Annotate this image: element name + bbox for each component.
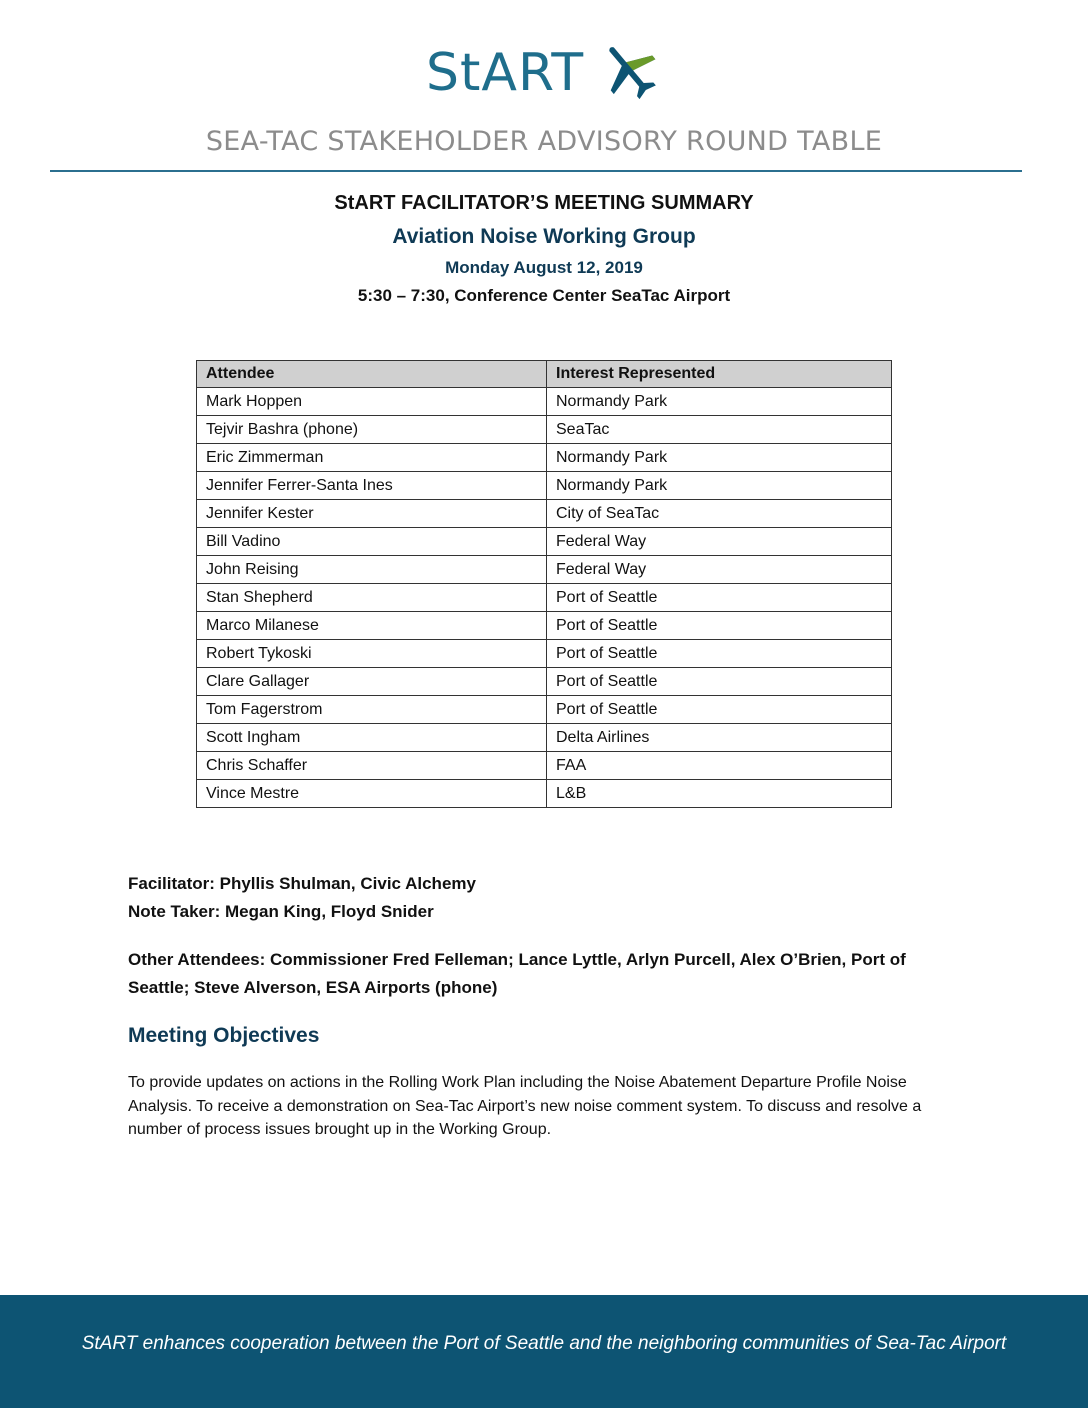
table-row	[197, 444, 892, 472]
column-header-interest: Interest Represented	[547, 361, 892, 388]
table-row	[197, 612, 892, 640]
header-divider	[50, 170, 1022, 172]
attendee-cell: Stan Shepherd	[197, 584, 547, 612]
attendee-cell: Robert Tykoski	[197, 640, 547, 668]
attendee-cell: Scott Ingham	[197, 724, 547, 752]
table-row	[197, 696, 892, 724]
attendee-table	[196, 360, 892, 808]
attendee-cell: Eric Zimmerman	[197, 444, 547, 472]
interest-cell: Port of Seattle	[547, 668, 892, 696]
attendee-cell: Chris Schaffer	[197, 752, 547, 780]
airplane-icon	[598, 39, 660, 101]
attendee-cell: Tom Fagerstrom	[197, 696, 547, 724]
footer-banner	[0, 1295, 1088, 1408]
interest-cell: Federal Way	[547, 528, 892, 556]
table-row	[197, 584, 892, 612]
table-row	[197, 416, 892, 444]
note-taker-line: Note Taker: Megan King, Floyd Snider	[128, 902, 434, 921]
attendee-cell: Marco Milanese	[197, 612, 547, 640]
summary-title: StART FACILITATOR’S MEETING SUMMARY	[334, 192, 754, 214]
table-row	[197, 528, 892, 556]
interest-cell: Normandy Park	[547, 388, 892, 416]
table-row	[197, 752, 892, 780]
attendee-cell: John Reising	[197, 556, 547, 584]
meeting-date: Monday August 12, 2019	[445, 258, 643, 277]
table-row	[197, 780, 892, 808]
facilitator-line: Facilitator: Phyllis Shulman, Civic Alchemy	[128, 874, 476, 893]
interest-cell: L&B	[547, 780, 892, 808]
start-logo	[426, 38, 660, 108]
table-row	[197, 472, 892, 500]
table-row	[197, 724, 892, 752]
table-row	[197, 556, 892, 584]
objectives-heading: Meeting Objectives	[128, 1024, 320, 1047]
interest-cell: Federal Way	[547, 556, 892, 584]
attendee-cell: Clare Gallager	[197, 668, 547, 696]
interest-cell: Port of Seattle	[547, 640, 892, 668]
meeting-time-location: 5:30 – 7:30, Conference Center SeaTac Airport	[357, 286, 731, 305]
staff-block	[128, 870, 476, 926]
interest-cell: Normandy Park	[547, 472, 892, 500]
interest-cell: FAA	[547, 752, 892, 780]
interest-cell: Normandy Park	[547, 444, 892, 472]
attendee-cell: Mark Hoppen	[197, 388, 547, 416]
interest-cell: Port of Seattle	[547, 584, 892, 612]
footer-tagline: StART enhances cooperation between the Port of Seattle and the neighboring communities of Sea-Tac Airport	[81, 1333, 1007, 1354]
org-title: SEA-TAC STAKEHOLDER ADVISORY ROUND TABLE	[205, 126, 883, 157]
table-row	[197, 640, 892, 668]
interest-cell: SeaTac	[547, 416, 892, 444]
attendee-cell: Jennifer Kester	[197, 500, 547, 528]
table-row	[197, 668, 892, 696]
table-row	[197, 388, 892, 416]
attendee-cell: Jennifer Ferrer-Santa Ines	[197, 472, 547, 500]
interest-cell: City of SeaTac	[547, 500, 892, 528]
attendee-cell: Vince Mestre	[197, 780, 547, 808]
working-group-title: Aviation Noise Working Group	[392, 225, 696, 248]
column-header-attendee: Attendee	[197, 361, 547, 388]
table-header-row	[197, 361, 892, 388]
logo-text: StART	[426, 43, 585, 103]
attendee-cell: Tejvir Bashra (phone)	[197, 416, 547, 444]
objectives-body: To provide updates on actions in the Rolling Work Plan including the Noise Abatement Departure Profile Noise Analysis. To receive a demonstration on Sea-Tac Airport’s new noise comment system. To discuss and resolve a number of process issues brought up in the Working Group.	[128, 1074, 922, 1138]
interest-cell: Delta Airlines	[547, 724, 892, 752]
interest-cell: Port of Seattle	[547, 696, 892, 724]
interest-cell: Port of Seattle	[547, 612, 892, 640]
attendee-cell: Bill Vadino	[197, 528, 547, 556]
other-attendees: Other Attendees: Commissioner Fred Felleman; Lance Lyttle, Arlyn Purcell, Alex O’Brien, Port of Seattle; Steve Alverson, ESA Airports (phone)	[128, 950, 906, 997]
table-row	[197, 500, 892, 528]
